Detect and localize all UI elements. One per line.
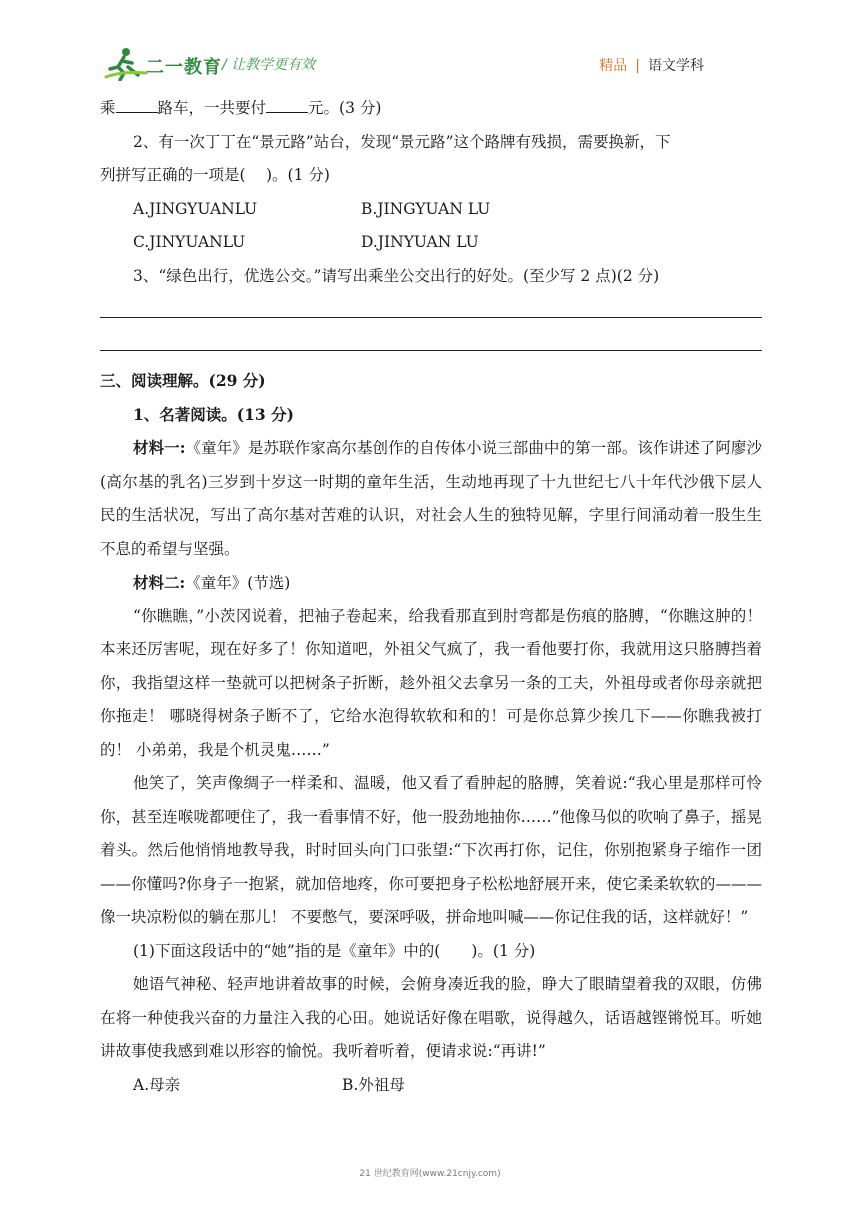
material-one xyxy=(100,431,762,566)
q2-option-c: C.JINYUANLU xyxy=(133,233,246,251)
excerpt-paragraph-1: “你瞧瞧，”小茨冈说着，把袖子卷起来，给我看那直到肘弯都是伤痕的胳膊，“你瞧这肿的！ 本来还厉害呢，现在好多了！你知道吧，外祖父气疯了，我一看他要打你，我就用这只胳膊挡着你，我指望这样一垫就可以把树条子折断，趁外祖父去拿另一条的工夫，外祖母或者你母亲就把你拖走！ 哪晓得树条子断不了，它给水泡得软软和和的！可是你总算少挨几下——你瞧我被打的！ 小弟弟，我是个机灵鬼……” xyxy=(100,606,762,759)
material-two xyxy=(100,566,762,600)
q1-tail-line xyxy=(100,92,762,126)
reading-question-1: (1)下面这段话中的“她”指的是《童年》中的( )。(1 分) xyxy=(133,941,536,960)
q2-option-a: A.JINGYUANLU xyxy=(133,199,258,218)
quality-label: 精品 xyxy=(599,58,628,74)
material-one-label: 材料一: xyxy=(133,438,186,457)
q1-tail-suffix: 元。(3 分) xyxy=(308,99,382,117)
q3-stem: 3、“绿色出行，优选公交。”请写出乘坐公交出行的好处。(至少写 2 点)(2 分) xyxy=(133,266,660,285)
answer-blank[interactable] xyxy=(116,96,158,113)
header-separator: | xyxy=(635,58,640,74)
q2-options-row2 xyxy=(100,226,762,260)
q2-stem-line2: 列拼写正确的一项是( )。(1 分) xyxy=(100,166,330,184)
material-two-label: 材料二: xyxy=(133,573,186,592)
document-body xyxy=(100,92,762,1102)
page-header xyxy=(0,0,860,84)
material-two-text: 《童年》(节选) xyxy=(185,574,291,592)
excerpt-paragraph-2: 他笑了，笑声像绸子一样柔和、温暖，他又看了看肿起的胳膊，笑着说:“我心里是那样可怜你，甚至连喉咙都哽住了，我一看事情不好，他一股劲地抽你……”他像马似的吹响了鼻子，摇晃着头。然后他悄悄地教导我，时时回头向门口张望:“下次再打你，记住，你别抱紧身子缩作一团——你懂吗?你身子一抱紧，就加倍地疼，你可要把身子松松地舒展开来，使它柔柔软软的———像一块凉粉似的躺在那儿！ 不要憋气，要深呼吸，拼命地叫喊——你记住我的话，这样就好！” xyxy=(100,774,762,926)
runner-logo-icon xyxy=(104,47,148,81)
subsection-title: 1、名著阅读。(13 分) xyxy=(133,404,294,424)
q1-tail-mid: 路车，一共要付 xyxy=(157,99,267,117)
q2-stem-line1: 2、有一次丁丁在“景元路”站台，发现“景元路”这个路牌有残损，需要换新，下 xyxy=(133,132,671,151)
q2-option-b: B.JINGYUAN LU xyxy=(361,199,491,218)
subject-label: 语文学科 xyxy=(648,58,704,74)
reading-q1-option-a: A.母亲 xyxy=(133,1075,181,1094)
logo-text: 二一教育 xyxy=(146,57,222,78)
question-passage: 她语气神秘、轻声地讲着故事的时候，会俯身凑近我的脸，睁大了眼睛望着我的双眼，仿佛在将一种使我兴奋的力量注入我的心田。她说话好像在唱歌，说得越久，话语越铿锵悦耳。听她讲故事使我感到难以形容的愉悦。我听着听着，便请求说:“再讲!” xyxy=(100,975,762,1060)
q2-options-row1 xyxy=(100,193,762,227)
q2-option-d: D.JINYUAN LU xyxy=(361,233,479,251)
page-footer: 21 世纪教育网(www.21cnjy.com) xyxy=(359,1169,501,1179)
logo xyxy=(104,47,224,81)
material-one-text: 《童年》是苏联作家高尔基创作的自传体小说三部曲中的第一部。该作讲述了阿廖沙(高尔基的乳名)三岁到十岁这一时期的童年生活，生动地再现了十九世纪七八十年代沙俄下层人民的生活状况，写出了高尔基对苦难的认识，对社会人生的独特见解，字里行间涌动着一股生生不息的希望与坚强。 xyxy=(100,439,762,558)
reading-q1-option-b: B.外祖母 xyxy=(342,1075,405,1094)
reading-q1-options xyxy=(100,1069,762,1103)
header-right xyxy=(599,55,704,75)
slogan: / 让教学更有效 xyxy=(222,57,316,73)
section-title: 三、阅读理解。(29 分) xyxy=(100,371,266,390)
answer-blank[interactable] xyxy=(266,96,308,113)
q1-tail-prefix: 乘 xyxy=(100,99,116,117)
